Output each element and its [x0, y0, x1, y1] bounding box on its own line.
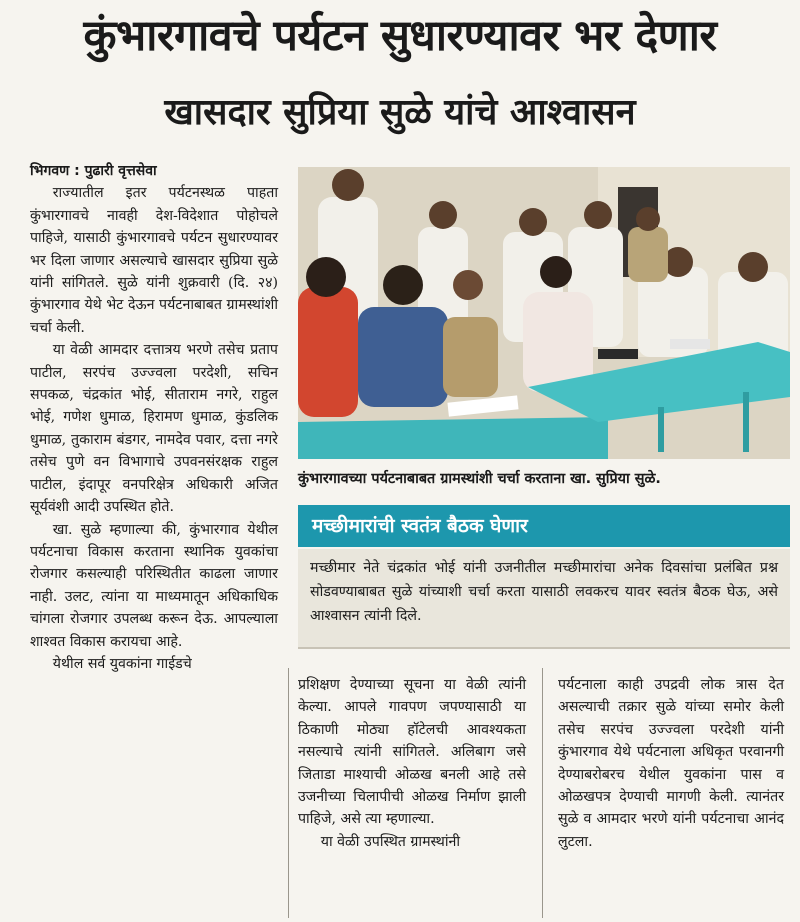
sidebar-box-body: मच्छीमार नेते चंद्रकांत भोई यांनी उजनीतील मच्छीमारांचा अनेक दिवसांचा प्रलंबित प्रश्न सोडवण्याबाबत सुळे यांच्याशी चर्चा करता यासाठी लवकरच यावर स्वतंत्र बैठक घेऊ, असे आश्वासन त्यांनी दिले. — [298, 549, 790, 649]
photo-caption: कुंभारगावच्या पर्यटनाबाबत ग्रामस्थांशी चर्चा करताना खा. सुप्रिया सुळे. — [298, 471, 661, 487]
article-column-2 — [298, 674, 526, 853]
column-divider — [542, 668, 543, 918]
dateline-text: भिगवण : पुढारी वृत्तसेवा — [30, 163, 157, 179]
paragraph: खा. सुळे म्हणाल्या की, कुंभारगाव येथील पर्यटनाचा विकास करताना स्थानिक युवकांचा रोजगार कसल्याही परिस्थितीत काढला जाणार नाही. उलट, त्यांना या माध्यमातून अधिकाधिक चांगला रोजगार उपलब्ध करून देऊ. आपल्याला शाश्वत विकास करायचा आहे. — [30, 521, 278, 650]
column-divider — [288, 668, 289, 918]
paragraph: राज्यातील इतर पर्यटनस्थळ पाहता कुंभारगावचे नावही देश-विदेशात पोहोचले पाहिजे, यासाठी कुंभारगावचे पर्यटन सुधारण्यावर भर दिला जाणार असल्याचे खासदार सुप्रिया सुळे यांनी सांगितले. सुळे यांनी शुक्रवारी (दि. २४) कुंभारगाव येथे भेट देऊन पर्यटनाबाबत ग्रामस्थांशी चर्चा केली. — [30, 185, 278, 336]
article-column-3 — [558, 674, 784, 853]
subheadline: खासदार सुप्रिया सुळे यांचे आश्वासन — [164, 92, 636, 133]
paragraph: या वेळी आमदार दत्तात्रय भरणे तसेच प्रताप पाटील, सरपंच उज्ज्वला परदेशी, सचिन सपकळ, चंद्रकांत भोई, सीताराम नगरे, राहुल भोई, गणेश धुमाळ, हिरामण धुमाळ, कुंडलिक धुमाळ, तुकाराम बंडगर, नामदेव पवार, दत्ता नगरे तसेच पुणे वन विभागाचे उपवनसंरक्षक राहुल पाटील, इंदापूर वनपरिक्षेत्र अधिकारी अजित सूर्यवंशी आदी उपस्थित होते. — [30, 342, 278, 516]
paragraph: येथील सर्व युवकांना गाईडचे — [52, 655, 192, 672]
sidebar-box-title: मच्छीमारांची स्वतंत्र बैठक घेणार — [298, 505, 790, 547]
paragraph: पर्यटनाला काही उपद्रवी लोक त्रास देत असल्याची तक्रार सुळे यांच्या समोर केली तसेच सरपंच उज्ज्वला परदेशी यांनी कुंभारगाव येथे पर्यटनाला अधिकृत परवानगी देण्याबरोबरच येथील युवकांना पास व ओळखपत्र देण्याची मागणी केली. त्यानंतर सुळे व आमदार भरणे यांनी पर्यटनाचा आनंद लुटला. — [558, 677, 784, 850]
paragraph: या वेळी उपस्थित ग्रामस्थांनी — [320, 833, 461, 850]
news-photo — [298, 167, 790, 459]
paragraph: प्रशिक्षण देण्याच्या सूचना या वेळी त्यांनी केल्या. आपले गावपण जपण्यासाठी या ठिकाणी मोठ्या हॉटेलची आवश्यकता नसल्याचे त्यांनी सांगितले. अलिबाग जसे जिताडा माश्याची ओळख बनली आहे तसे उजनीच्या चिलापीची ओळख निर्माण झाली पाहिजे, असे त्या म्हणाल्या. — [298, 677, 526, 828]
article-column-1 — [30, 160, 278, 675]
meeting-photo-illustration — [298, 167, 790, 459]
dateline — [30, 160, 278, 182]
headline: कुंभारगावचे पर्यटन सुधारण्यावर भर देणार — [83, 11, 717, 61]
